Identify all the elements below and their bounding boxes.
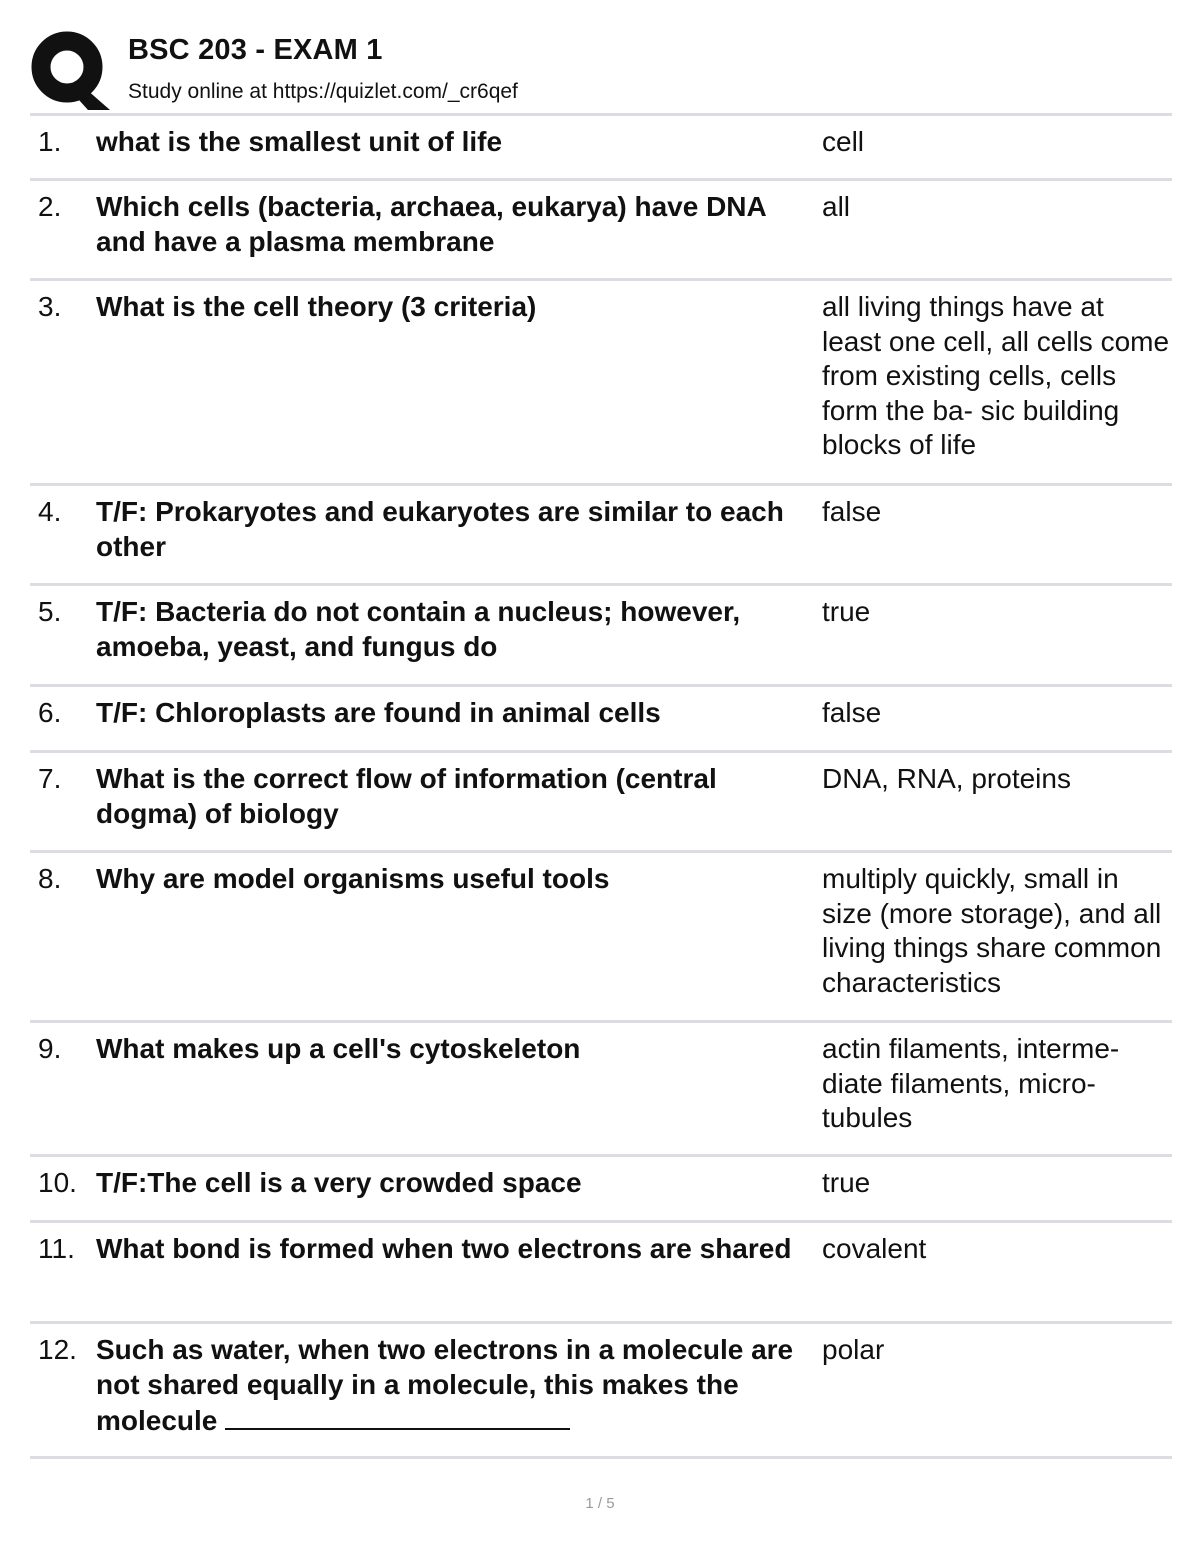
answer-text: all living things have at least one cell, all cells come from existing cells, cells form the ba- sic building blocks of life [822, 291, 1170, 460]
question-text: What is the cell theory (3 criteria) [96, 291, 537, 322]
answer-text: true [822, 1167, 871, 1198]
question-text: Such as water, when two electrons in a molecule are not shared equally in a molecule, this makes the molecule [96, 1334, 794, 1436]
item-number: 8. [38, 863, 62, 894]
item-number: 3. [38, 291, 62, 322]
qa-row [30, 1324, 1172, 1459]
qa-row [30, 1157, 1172, 1223]
question-text: What bond is formed when two electrons are shared [96, 1233, 792, 1264]
answer-text: all [822, 191, 851, 222]
answer-text: cell [822, 126, 865, 157]
question-block [96, 1333, 826, 1439]
answer-text: covalent [822, 1233, 927, 1264]
question-text: T/F: Chloroplasts are found in animal cells [96, 697, 661, 728]
qa-row [30, 586, 1172, 687]
item-number: 4. [38, 496, 62, 527]
qa-row [30, 753, 1172, 853]
fill-in-blank [225, 1402, 570, 1430]
qa-row [30, 853, 1172, 1023]
item-number: 6. [38, 697, 62, 728]
qa-row [30, 1023, 1172, 1157]
page-number: 1 / 5 [585, 1495, 615, 1512]
qa-row [30, 486, 1172, 586]
qa-row [30, 687, 1172, 753]
question-text: what is the smallest unit of life [96, 126, 503, 157]
question-text: Why are model organisms useful tools [96, 863, 610, 894]
qa-row [30, 1223, 1172, 1324]
answer-text: polar [822, 1334, 885, 1365]
item-number: 9. [38, 1033, 62, 1064]
item-number: 7. [38, 763, 62, 794]
item-number: 1. [38, 126, 62, 157]
page-header [30, 30, 1172, 108]
qa-row [30, 281, 1172, 486]
item-number: 10. [38, 1167, 77, 1198]
item-number: 11. [38, 1233, 75, 1264]
answer-text: false [822, 496, 882, 527]
qa-row [30, 116, 1172, 181]
answer-text: false [822, 697, 882, 728]
item-number: 12. [38, 1334, 77, 1365]
question-text: T/F: Bacteria do not contain a nucleus; however, amoeba, yeast, and fungus do [96, 596, 741, 662]
question-text: Which cells (bacteria, archaea, eukarya) have DNA and have a plasma membrane [96, 191, 766, 257]
answer-text: DNA, RNA, proteins [822, 763, 1071, 794]
item-number: 2. [38, 191, 62, 222]
question-text: What is the correct flow of information (central dogma) of biology [96, 763, 717, 829]
question-text: T/F:The cell is a very crowded space [96, 1167, 582, 1198]
answer-text: multiply quickly, small in size (more storage), and all living things share common characteristics [822, 863, 1162, 998]
answer-text: actin filaments, interme- diate filaments, micro- tubules [822, 1033, 1120, 1133]
question-text: What makes up a cell's cytoskeleton [96, 1033, 581, 1064]
qa-list [30, 116, 1172, 1459]
quizlet-q-logo-icon [30, 30, 110, 110]
study-link-text: Study online at https://quizlet.com/_cr6qef [128, 80, 518, 103]
question-text: T/F: Prokaryotes and eukaryotes are similar to each other [96, 496, 784, 562]
answer-text: true [822, 596, 871, 627]
item-number: 5. [38, 596, 62, 627]
qa-row [30, 181, 1172, 281]
page-title: BSC 203 - EXAM 1 [128, 34, 383, 66]
